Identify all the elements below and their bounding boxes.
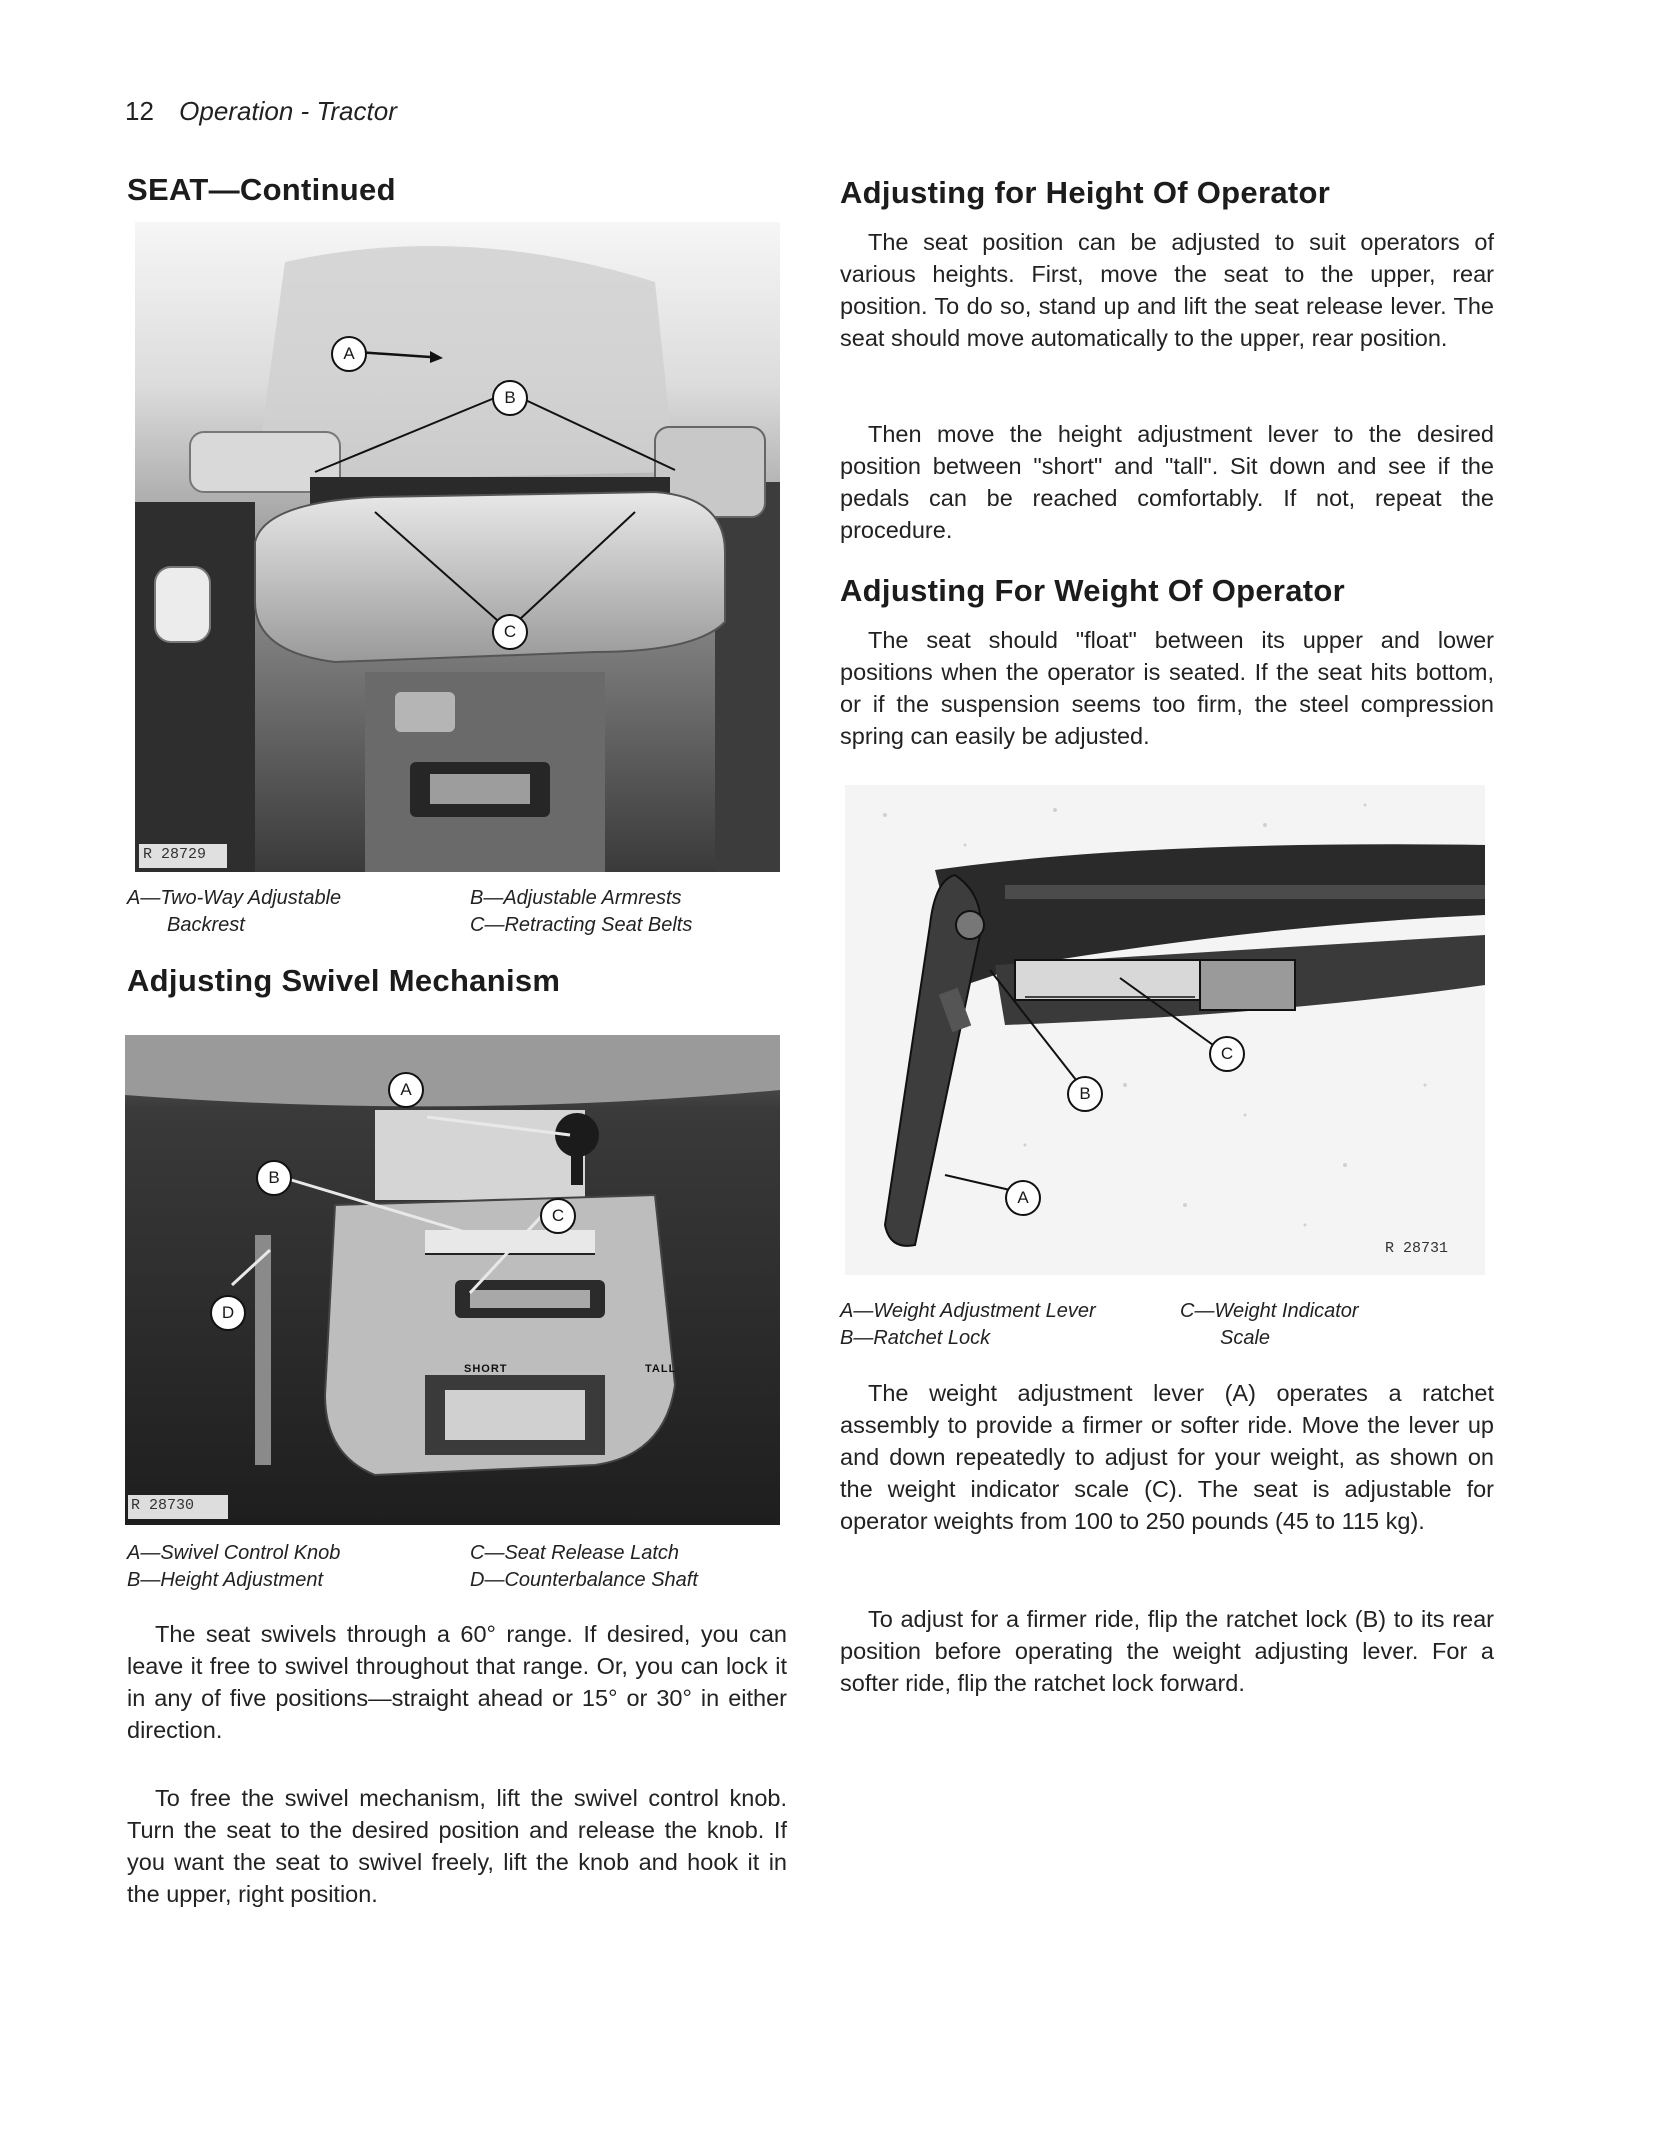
caption-d: D—Counterbalance Shaft — [470, 1569, 698, 1591]
callout-b-armrests: B — [492, 380, 528, 416]
height-paragraph-1: The seat position can be adjusted to suit operators of various heights. First, move the seat to the upper, rear position. To do so, stand up and lift the seat release lever. The seat should move automatically to the upper, rear position. — [840, 229, 1494, 351]
heading-swivel: Adjusting Swivel Mechanism — [127, 963, 561, 998]
heading-seat-continued: SEAT—Continued — [127, 172, 396, 207]
caption-a: A—Swivel Control Knob — [127, 1542, 341, 1564]
height-paragraph-2: Then move the height adjustment lever to the desired position between "short" and "tall". Sit down and see if the pedals can be reached comfortably. If not, repeat the procedure. — [840, 421, 1494, 543]
caption-c: C—Seat Release Latch — [470, 1542, 680, 1564]
photo-code: R 28729 — [143, 846, 207, 863]
caption-c: C—Weight Indicator — [1180, 1300, 1359, 1322]
running-head — [125, 96, 397, 127]
callout-a-lever: A — [1005, 1180, 1041, 1216]
swivel-caption-col1 — [127, 1540, 457, 1594]
caption-b: B—Ratchet Lock — [840, 1327, 991, 1349]
seat-photo — [135, 222, 780, 872]
seat-caption-col2 — [470, 885, 790, 939]
caption-b: B—Height Adjustment — [127, 1569, 324, 1591]
heading-height: Adjusting for Height Of Operator — [840, 175, 1331, 210]
callout-d-shaft: D — [210, 1295, 246, 1331]
callout-c-latch: C — [540, 1198, 576, 1234]
callout-b-ratchet: B — [1067, 1076, 1103, 1112]
caption-a-cont: Backrest — [167, 914, 245, 936]
heading-weight: Adjusting For Weight Of Operator — [840, 573, 1346, 608]
callout-c-scale: C — [1209, 1036, 1245, 1072]
lever-caption-col1 — [840, 1298, 1160, 1352]
swivel-photo — [125, 1035, 780, 1525]
lever-caption-col2 — [1180, 1298, 1480, 1352]
seat-caption-col1 — [127, 885, 457, 939]
callout-b-height: B — [256, 1160, 292, 1196]
swivel-paragraph-2: To free the swivel mechanism, lift the swivel control knob. Turn the seat to the desired position and release the knob. If you want the seat to swivel freely, lift the knob and hook it in the upper, right position. — [127, 1785, 787, 1907]
callout-a-backrest: A — [331, 336, 367, 372]
swivel-caption-col2 — [470, 1540, 790, 1594]
section-title: Operation - Tractor — [179, 96, 397, 126]
weight-paragraph-1: The seat should "float" between its upper and lower positions when the operator is seated. If the seat hits bottom, or if the suspension seems too firm, the steel compression spring can easily be adjusted. — [840, 627, 1494, 749]
photo-code: R 28730 — [131, 1497, 195, 1514]
caption-a: A—Two-Way Adjustable — [127, 887, 342, 909]
caption-b: B—Adjustable Armrests — [470, 887, 682, 909]
weight-paragraph-3: To adjust for a firmer ride, flip the ratchet lock (B) to its rear position before operating the weight adjusting lever. For a softer ride, flip the ratchet lock forward. — [840, 1606, 1494, 1696]
callout-c-seat-belts: C — [492, 614, 528, 650]
swivel-paragraph-1: The seat swivels through a 60° range. If desired, you can leave it free to swivel throughout that range. Or, you can lock it in any of five positions—straight ahead or 15° or 30° in either direction. — [127, 1621, 787, 1743]
weight-lever-photo — [845, 785, 1485, 1275]
callout-a-knob: A — [388, 1072, 424, 1108]
scale-label-short: SHORT — [464, 1363, 508, 1375]
weight-paragraph-2: The weight adjustment lever (A) operates a ratchet assembly to provide a firmer or softer ride. Move the lever up and down repeatedly to adjust for your weight, as shown on the weight indicator scale (C). The seat is adjustable for operator weights from 100 to 250 pounds (45 to 115 kg). — [840, 1380, 1494, 1534]
photo-code: R 28731 — [1385, 1240, 1449, 1257]
page-number: 12 — [125, 96, 154, 126]
caption-c-cont: Scale — [1220, 1327, 1271, 1349]
scale-label-tall: TALL — [645, 1363, 677, 1375]
caption-c: C—Retracting Seat Belts — [470, 914, 693, 936]
caption-a: A—Weight Adjustment Lever — [840, 1300, 1096, 1322]
